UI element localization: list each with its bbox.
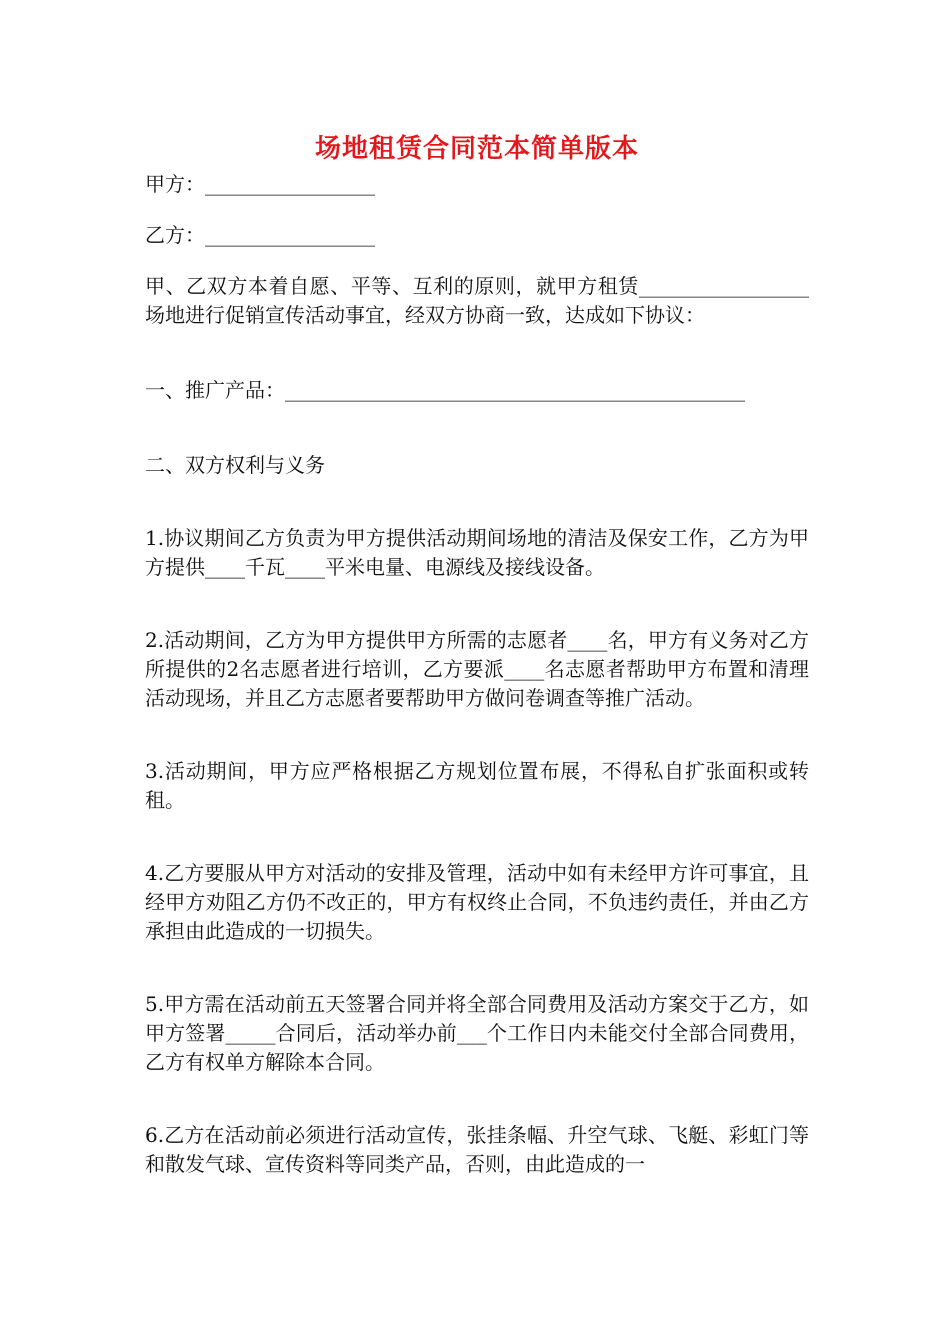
clause-5: 5.甲方需在活动前五天签署合同并将全部合同费用及活动方案交于乙方，如甲方签署_____合同后，活动举办前___个工作日内未能交付全部合同费用，乙方有权单方解除本合同。 xyxy=(145,992,809,1074)
party-a-line: 甲方：_________________ xyxy=(145,172,375,196)
clause-1: 1.协议期间乙方负责为甲方提供活动期间场地的清洁及保安工作，乙方为甲方提供____千瓦____平米电量、电源线及接线设备。 xyxy=(145,526,809,579)
clause-3: 3.活动期间，甲方应严格根据乙方规划位置布展，不得私自扩张面积或转租。 xyxy=(145,759,809,812)
document-body xyxy=(145,132,809,1179)
party-b-line: 乙方：_________________ xyxy=(145,223,375,247)
clause-6: 6.乙方在活动前必须进行活动宣传，张挂条幅、升空气球、飞艇、彩虹门等和散发气球、宣传资料等同类产品，否则，由此造成的一 xyxy=(145,1123,809,1176)
section-promoted-products: 一、推广产品：______________________________________________ xyxy=(145,378,745,402)
intro-paragraph: 甲、乙双方本着自愿、平等、互利的原则，就甲方租赁_________________场地进行促销宣传活动事宜，经双方协商一致，达成如下协议： xyxy=(145,274,809,327)
document-title: 场地租赁合同范本简单版本 xyxy=(314,134,639,164)
section-rights-obligations: 二、双方权利与义务 xyxy=(145,453,325,477)
clause-4: 4.乙方要服从甲方对活动的安排及管理，活动中如有未经甲方许可事宜，且经甲方劝阻乙方仍不改正的，甲方有权终止合同，不负违约责任，并由乙方承担由此造成的一切损失。 xyxy=(145,861,809,943)
clause-2: 2.活动期间，乙方为甲方提供甲方所需的志愿者____名，甲方有义务对乙方所提供的2名志愿者进行培训，乙方要派____名志愿者帮助甲方布置和清理活动现场，并且乙方志愿者要帮助甲方做问卷调查等推广活动。 xyxy=(145,628,809,710)
